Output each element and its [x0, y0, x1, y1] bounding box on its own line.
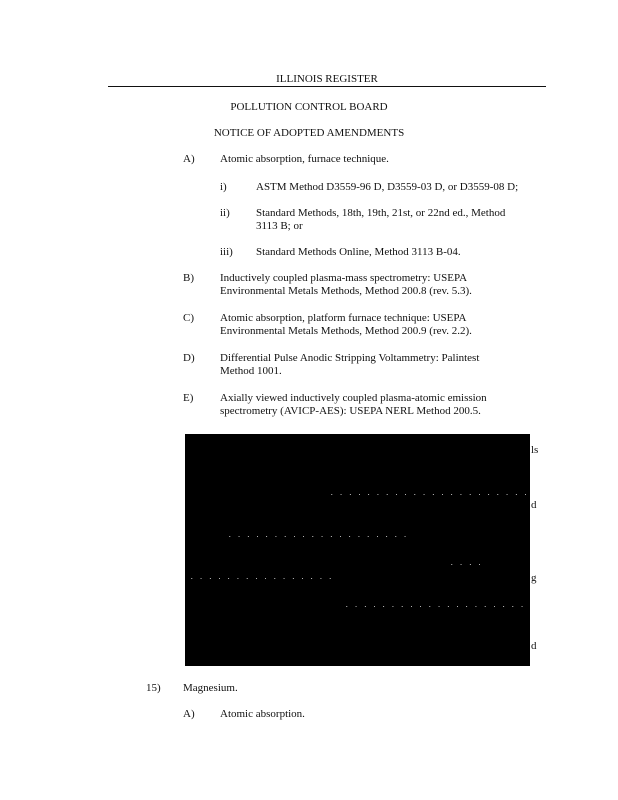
item-D-line1: Differential Pulse Anodic Stripping Voltammetry: Palintest — [220, 352, 480, 364]
item-iii-text: Standard Methods Online, Method 3113 B-04. — [256, 246, 461, 258]
item-E-line2: spectrometry (AVICP-AES): USEPA NERL Method 200.5. — [220, 405, 481, 417]
item-A-text: Atomic absorption, furnace technique. — [220, 153, 389, 165]
redaction-edge-glyph-4: d — [531, 640, 537, 652]
redaction-residue-1: . . . . . . . . . . . . . . . . . . . . . . — [330, 490, 529, 497]
redaction-residue-4: . . . . . . . . . . . . . . . . — [190, 574, 333, 581]
item-ii-label: ii) — [220, 207, 230, 219]
item-i-label: i) — [220, 181, 227, 193]
redaction-residue-5: . . . . . . . . . . . . . . . . . . . . — [345, 602, 525, 609]
item-D-line2: Method 1001. — [220, 365, 282, 377]
header-rule — [108, 86, 546, 87]
item-B-label: B) — [183, 272, 194, 284]
item-D-label: D) — [183, 352, 195, 364]
item-15A-label: A) — [183, 708, 195, 720]
item-i-text: ASTM Method D3559-96 D, D3559-03 D, or D3559-08 D; — [256, 181, 519, 193]
board-title: POLLUTION CONTROL BOARD — [230, 101, 388, 113]
redaction-residue-3: . . . . — [450, 560, 483, 567]
item-ii-line1: Standard Methods, 18th, 19th, 21st, or 22nd ed., Method — [256, 207, 506, 219]
item-C-line2: Environmental Metals Methods, Method 200.9 (rev. 2.2). — [220, 325, 472, 337]
item-B-line2: Environmental Metals Methods, Method 200.8 (rev. 5.3). — [220, 285, 472, 297]
item-B-line1: Inductively coupled plasma-mass spectrometry: USEPA — [220, 272, 468, 284]
item-15A-text: Atomic absorption. — [220, 708, 305, 720]
item-E-line1: Axially viewed inductively coupled plasma-atomic emission — [220, 392, 487, 404]
item-15-text: Magnesium. — [183, 682, 238, 694]
item-ii-line2: 3113 B; or — [256, 220, 303, 232]
redaction-edge-glyph-3: g — [531, 572, 537, 584]
redaction-edge-glyph-2: d — [531, 499, 537, 511]
item-15-label: 15) — [146, 682, 161, 694]
item-A-label: A) — [183, 153, 195, 165]
register-title: ILLINOIS REGISTER — [276, 73, 378, 85]
redaction-residue-2: . . . . . . . . . . . . . . . . . . . . — [228, 532, 408, 539]
notice-title: NOTICE OF ADOPTED AMENDMENTS — [213, 127, 405, 139]
redaction-edge-glyph-1: ls — [531, 444, 539, 456]
redaction-block — [185, 434, 530, 666]
item-E-label: E) — [183, 392, 194, 404]
item-iii-label: iii) — [220, 246, 233, 258]
item-C-line1: Atomic absorption, platform furnace technique: USEPA — [220, 312, 467, 324]
item-C-label: C) — [183, 312, 194, 324]
